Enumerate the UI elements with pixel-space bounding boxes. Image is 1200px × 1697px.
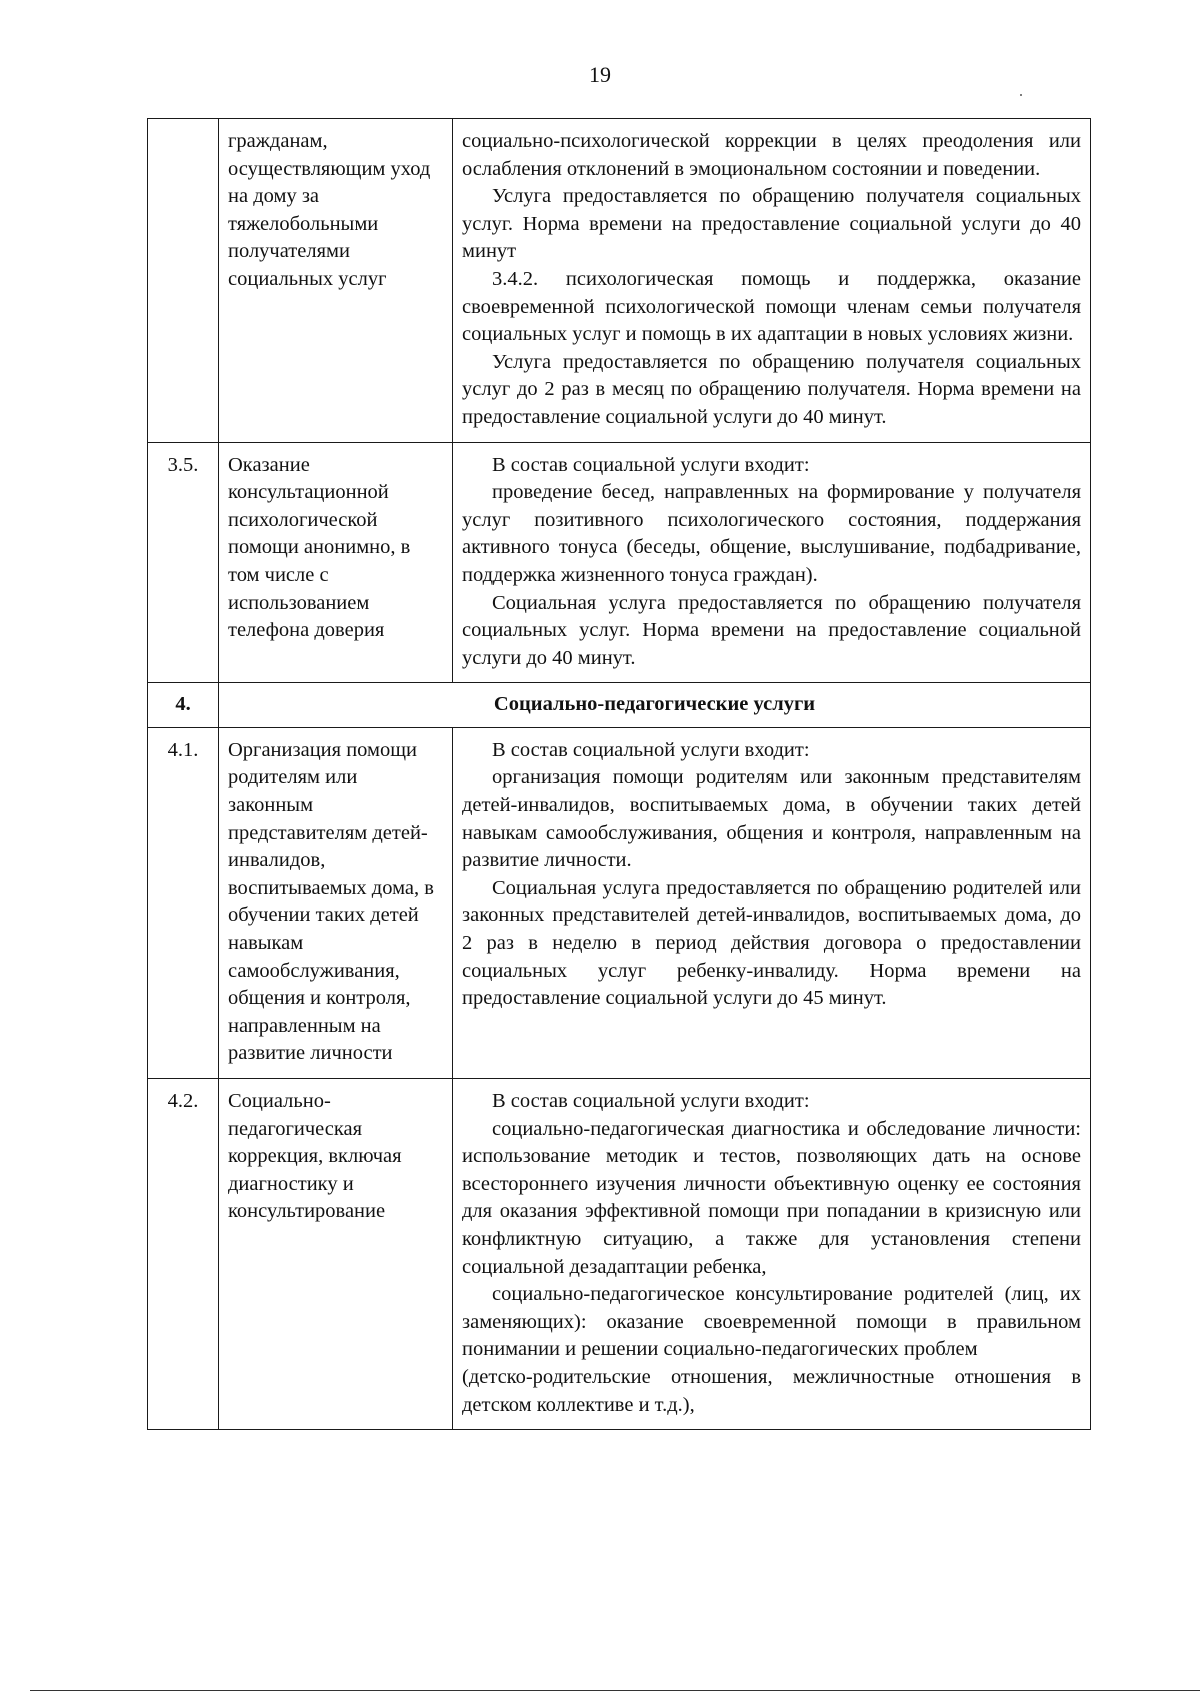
- description-paragraph: Услуга предоставляется по обращению получателя социальных услуг до 2 раз в месяц по обращению получателя. Норма времени на предоставление социальной услуги до 40 минут.: [462, 350, 1081, 428]
- row-number: 4.1.: [148, 727, 219, 1078]
- service-name: Организация помощи родителям или законным представителям детей-инвалидов, воспитываемых дома, в обучении таких детей навыкам самообслуживания, общения и контроля, направленным на развитие личности: [219, 727, 453, 1078]
- scan-speck: [1020, 94, 1022, 96]
- description-paragraph: В состав социальной услуги входит:: [492, 738, 810, 761]
- service-description: [453, 119, 1091, 443]
- row-number: 4.2.: [148, 1079, 219, 1430]
- page-number: 19: [589, 62, 611, 87]
- service-description: [453, 442, 1091, 683]
- description-paragraph: социально-педагогическая диагностика и обследование личности: использование методик и тестов, позволяющих дать на основе всестороннего изучения личности объективную оценку ее состояния для оказания эффективной помощи при попадании в кризисную или конфликтную ситуацию, а также для установления степени социальной дезадаптации ребенка,: [462, 1117, 1081, 1278]
- section-title: Социально-педагогические услуги: [219, 683, 1091, 728]
- service-name: Социально-педагогическая коррекция, включая диагностику и консультирование: [219, 1079, 453, 1430]
- description-paragraph: организация помощи родителям или законным представителям детей-инвалидов, воспитываемых дома, в обучении таких детей навыкам самообслуживания, общения и контроля, направленным на развитие личности.: [462, 766, 1081, 872]
- section-row: [148, 683, 1091, 728]
- description-paragraph: В состав социальной услуги входит:: [492, 453, 810, 476]
- section-number: 4.: [148, 683, 219, 728]
- service-name: Оказание консультационной психологической помощи анонимно, в том числе с использованием телефона доверия: [219, 442, 453, 683]
- table-row: [148, 727, 1091, 1078]
- table-row: [148, 1079, 1091, 1430]
- description-paragraph: Социальная услуга предоставляется по обращению получателя социальных услуг. Норма времени на предоставление социальной услуги до 40 минут.: [462, 591, 1081, 669]
- services-table: [147, 118, 1091, 1430]
- row-number: [148, 119, 219, 443]
- description-paragraph: 3.4.2. психологическая помощь и поддержка, оказание своевременной психологической помощи членам семьи получателя социальных услуг и помощь в их адаптации в новых условиях жизни.: [462, 267, 1081, 346]
- table-row: [148, 119, 1091, 443]
- description-paragraph: (детско-родительские отношения, межличностные отношения в детском коллективе и т.д.),: [462, 1365, 1081, 1416]
- row-number: 3.5.: [148, 442, 219, 683]
- page-bottom-rule: [30, 1690, 1200, 1691]
- description-paragraph: Услуга предоставляется по обращению получателя социальных услуг. Норма времени на предоставление социальной услуги до 40 минут: [462, 185, 1081, 263]
- service-name: гражданам, осуществляющим уход на дому за тяжелобольными получателями социальных услуг: [219, 119, 453, 443]
- services-table-body: [148, 119, 1091, 1430]
- description-paragraph: В состав социальной услуги входит:: [492, 1090, 810, 1112]
- description-paragraph: социально-педагогическое консультирование родителей (лиц, их заменяющих): оказание своевременной помощи в правильном понимании и решении социально-педагогических проблем: [462, 1283, 1081, 1361]
- service-description: [453, 727, 1091, 1078]
- service-description: [453, 1079, 1091, 1430]
- description-paragraph: проведение бесед, направленных на формирование у получателя услуг позитивного психологического состояния, поддержания активного тонуса (беседы, общение, выслушивание, подбадривание, поддержка жизненного тонуса граждан).: [462, 481, 1081, 586]
- table-row: [148, 442, 1091, 683]
- description-paragraph: социально-психологической коррекции в целях преодоления или ослабления отклонений в эмоциональном состоянии и поведении.: [462, 130, 1081, 180]
- description-paragraph: Социальная услуга предоставляется по обращению родителей или законных представителей детей-инвалидов, воспитываемых дома, до 2 раз в неделю в период действия договора о предоставлении социальных услуг ребенку-инвалиду. Норма времени на предоставление социальной услуги до 45 минут.: [462, 876, 1081, 1010]
